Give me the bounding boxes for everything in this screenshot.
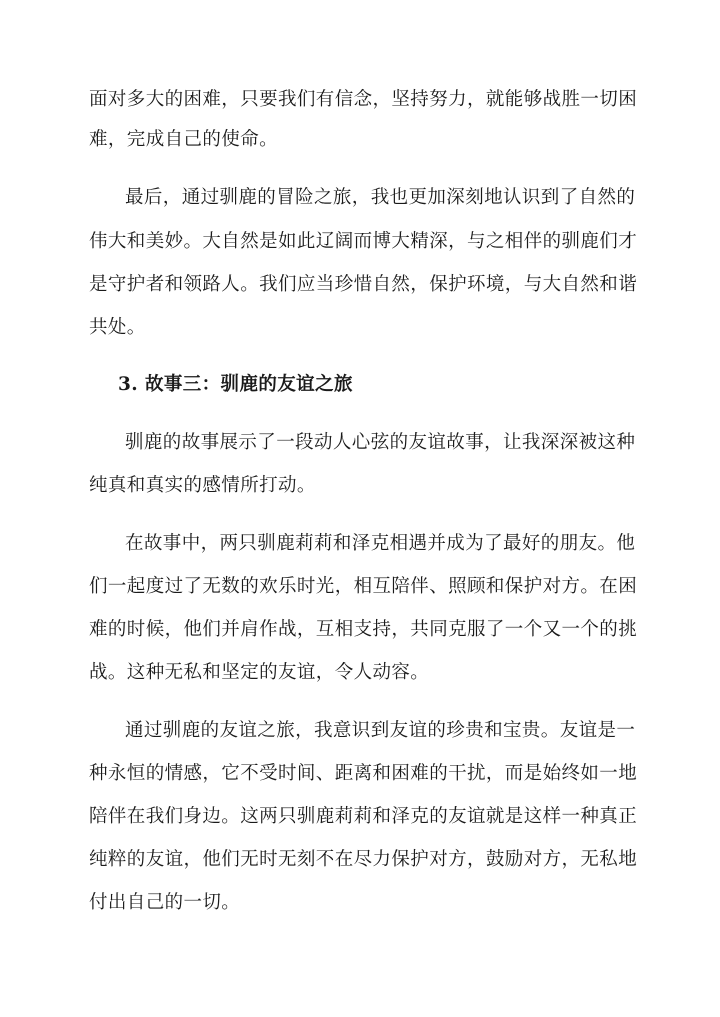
paragraph-4-line-3: 难的时候，他们并肩作战，互相支持，共同克服了一个又一个的挑 [89,619,638,640]
paragraph-5-line-5: 付出自己的一切。 [89,892,241,913]
paragraph-2-line-1: 最后，通过驯鹿的冒险之旅，我也更加深刻地认识到了自然的 [125,187,636,208]
paragraph-1-line-1: 面对多大的困难，只要我们有信念，坚持努力，就能够战胜一切困 [89,89,638,110]
paragraph-5-line-2: 种永恒的情感，它不受时间、距离和困难的干扰，而是始终如一地 [89,763,638,784]
paragraph-3-line-1: 驯鹿的故事展示了一段动人心弦的友谊故事，让我深深被这种 [125,432,636,453]
paragraph-5-line-4: 纯粹的友谊，他们无时无刻不在尽力保护对方，鼓励对方，无私地 [89,849,638,870]
paragraph-4-line-1: 在故事中，两只驯鹿莉莉和泽克相遇并成为了最好的朋友。他 [125,533,636,554]
paragraph-5-line-3: 陪伴在我们身边。这两只驯鹿莉莉和泽克的友谊就是这样一种真正 [89,806,638,827]
paragraph-2-line-3: 是守护者和领路人。我们应当珍惜自然，保护环境，与大自然和谐 [89,274,638,295]
paragraph-1-line-2: 难，完成自己的使命。 [89,129,279,150]
paragraph-5-line-1: 通过驯鹿的友谊之旅，我意识到友谊的珍贵和宝贵。友谊是一 [125,720,636,741]
section-heading: 3. 故事三：驯鹿的友谊之旅 [118,374,353,395]
paragraph-4-line-4: 战。这种无私和坚定的友谊，令人动容。 [89,662,430,683]
paragraph-3-line-2: 纯真和真实的感情所打动。 [89,475,316,496]
paragraph-2-line-2: 伟大和美妙。大自然是如此辽阔而博大精深，与之相伴的驯鹿们才 [89,231,638,252]
paragraph-4-line-2: 们一起度过了无数的欢乐时光，相互陪伴、照顾和保护对方。在困 [89,576,638,597]
paragraph-2-line-4: 共处。 [89,317,146,338]
